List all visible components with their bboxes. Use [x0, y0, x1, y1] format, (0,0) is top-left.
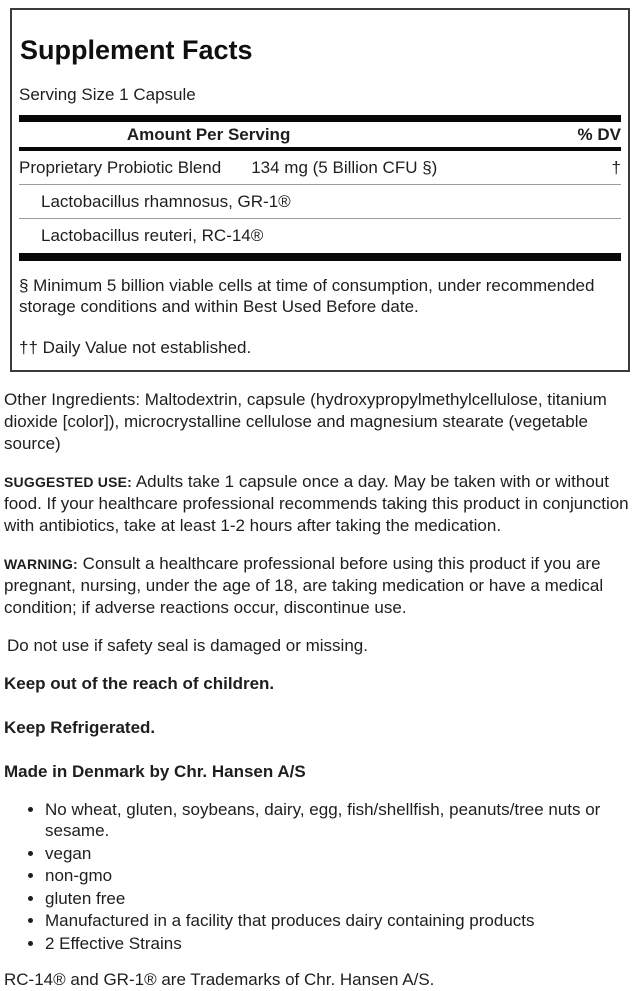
- supplement-facts-panel: [10, 8, 630, 372]
- nutrient-name: Lactobacillus reuteri, RC-14®: [41, 225, 264, 245]
- trademark-note: RC-14® and GR-1® are Trademarks of Chr. Hansen A/S.: [4, 970, 435, 990]
- table-header-row: [19, 122, 621, 147]
- warning-label: WARNING:: [4, 555, 78, 572]
- made-in-note: Made in Denmark by Chr. Hansen A/S: [4, 761, 306, 781]
- list-item: • Manufactured in a facility that produces dairy containing products: [45, 910, 635, 932]
- list-item: • No wheat, gluten, soybeans, dairy, egg, fish/shellfish, peanuts/tree nuts or sesame.: [45, 799, 635, 842]
- supplement-label-page: [0, 8, 640, 991]
- footnote-daily-value: †† Daily Value not established.: [19, 337, 252, 357]
- list-item: • non-gmo: [45, 865, 635, 887]
- serving-size: Serving Size 1 Capsule: [19, 84, 196, 104]
- table-row: [19, 185, 621, 218]
- column-header-dv: % DV: [577, 124, 621, 144]
- column-header-amount: Amount Per Serving: [126, 124, 291, 144]
- keep-children-note: Keep out of the reach of children.: [4, 673, 275, 693]
- table-row: [19, 219, 621, 252]
- warning: [4, 553, 635, 619]
- panel-title: Supplement Facts: [20, 35, 253, 65]
- list-item: • gluten free: [45, 888, 635, 910]
- divider-bar-top: [19, 115, 621, 122]
- suggested-use: [4, 471, 635, 537]
- nutrient-name: Proprietary Probiotic Blend: [19, 157, 222, 177]
- warning-text: Consult a healthcare professional before using this product if you are pregnant, nursing, under the age of 18, are taking medication or have a medical condition; if adverse reactions occur, discontinue use.: [4, 553, 604, 617]
- nutrient-name: Lactobacillus rhamnosus, GR-1®: [41, 191, 291, 211]
- list-item: • vegan: [45, 843, 635, 865]
- safety-seal-note: Do not use if safety seal is damaged or missing.: [7, 635, 368, 655]
- table-row: [19, 151, 621, 184]
- other-ingredients: Other Ingredients: Maltodextrin, capsule (hydroxypropylmethylcellulose, titanium dioxide [color]), microcrystalline cellulose and magnesium stearate (vegetable source): [4, 389, 607, 453]
- claims-list: [4, 799, 635, 955]
- footnote-viable-cells: § Minimum 5 billion viable cells at time of consumption, under recommended storage conditions and within Best Used Before date.: [19, 275, 595, 316]
- label-body-text: [4, 389, 635, 991]
- divider-bar-bottom: [19, 253, 621, 261]
- nutrient-amount: 134 mg (5 Billion CFU §): [251, 157, 438, 177]
- suggested-use-text: Adults take 1 capsule once a day. May be taken with or without food. If your healthcare professional recommends taking this product in conjunction with antibiotics, take at least 1-2 hours after taking the medication.: [4, 471, 629, 535]
- suggested-use-label: SUGGESTED USE:: [4, 473, 133, 490]
- keep-refrigerated-note: Keep Refrigerated.: [4, 717, 156, 737]
- list-item: • 2 Effective Strains: [45, 933, 635, 955]
- nutrient-dv: †: [611, 157, 621, 177]
